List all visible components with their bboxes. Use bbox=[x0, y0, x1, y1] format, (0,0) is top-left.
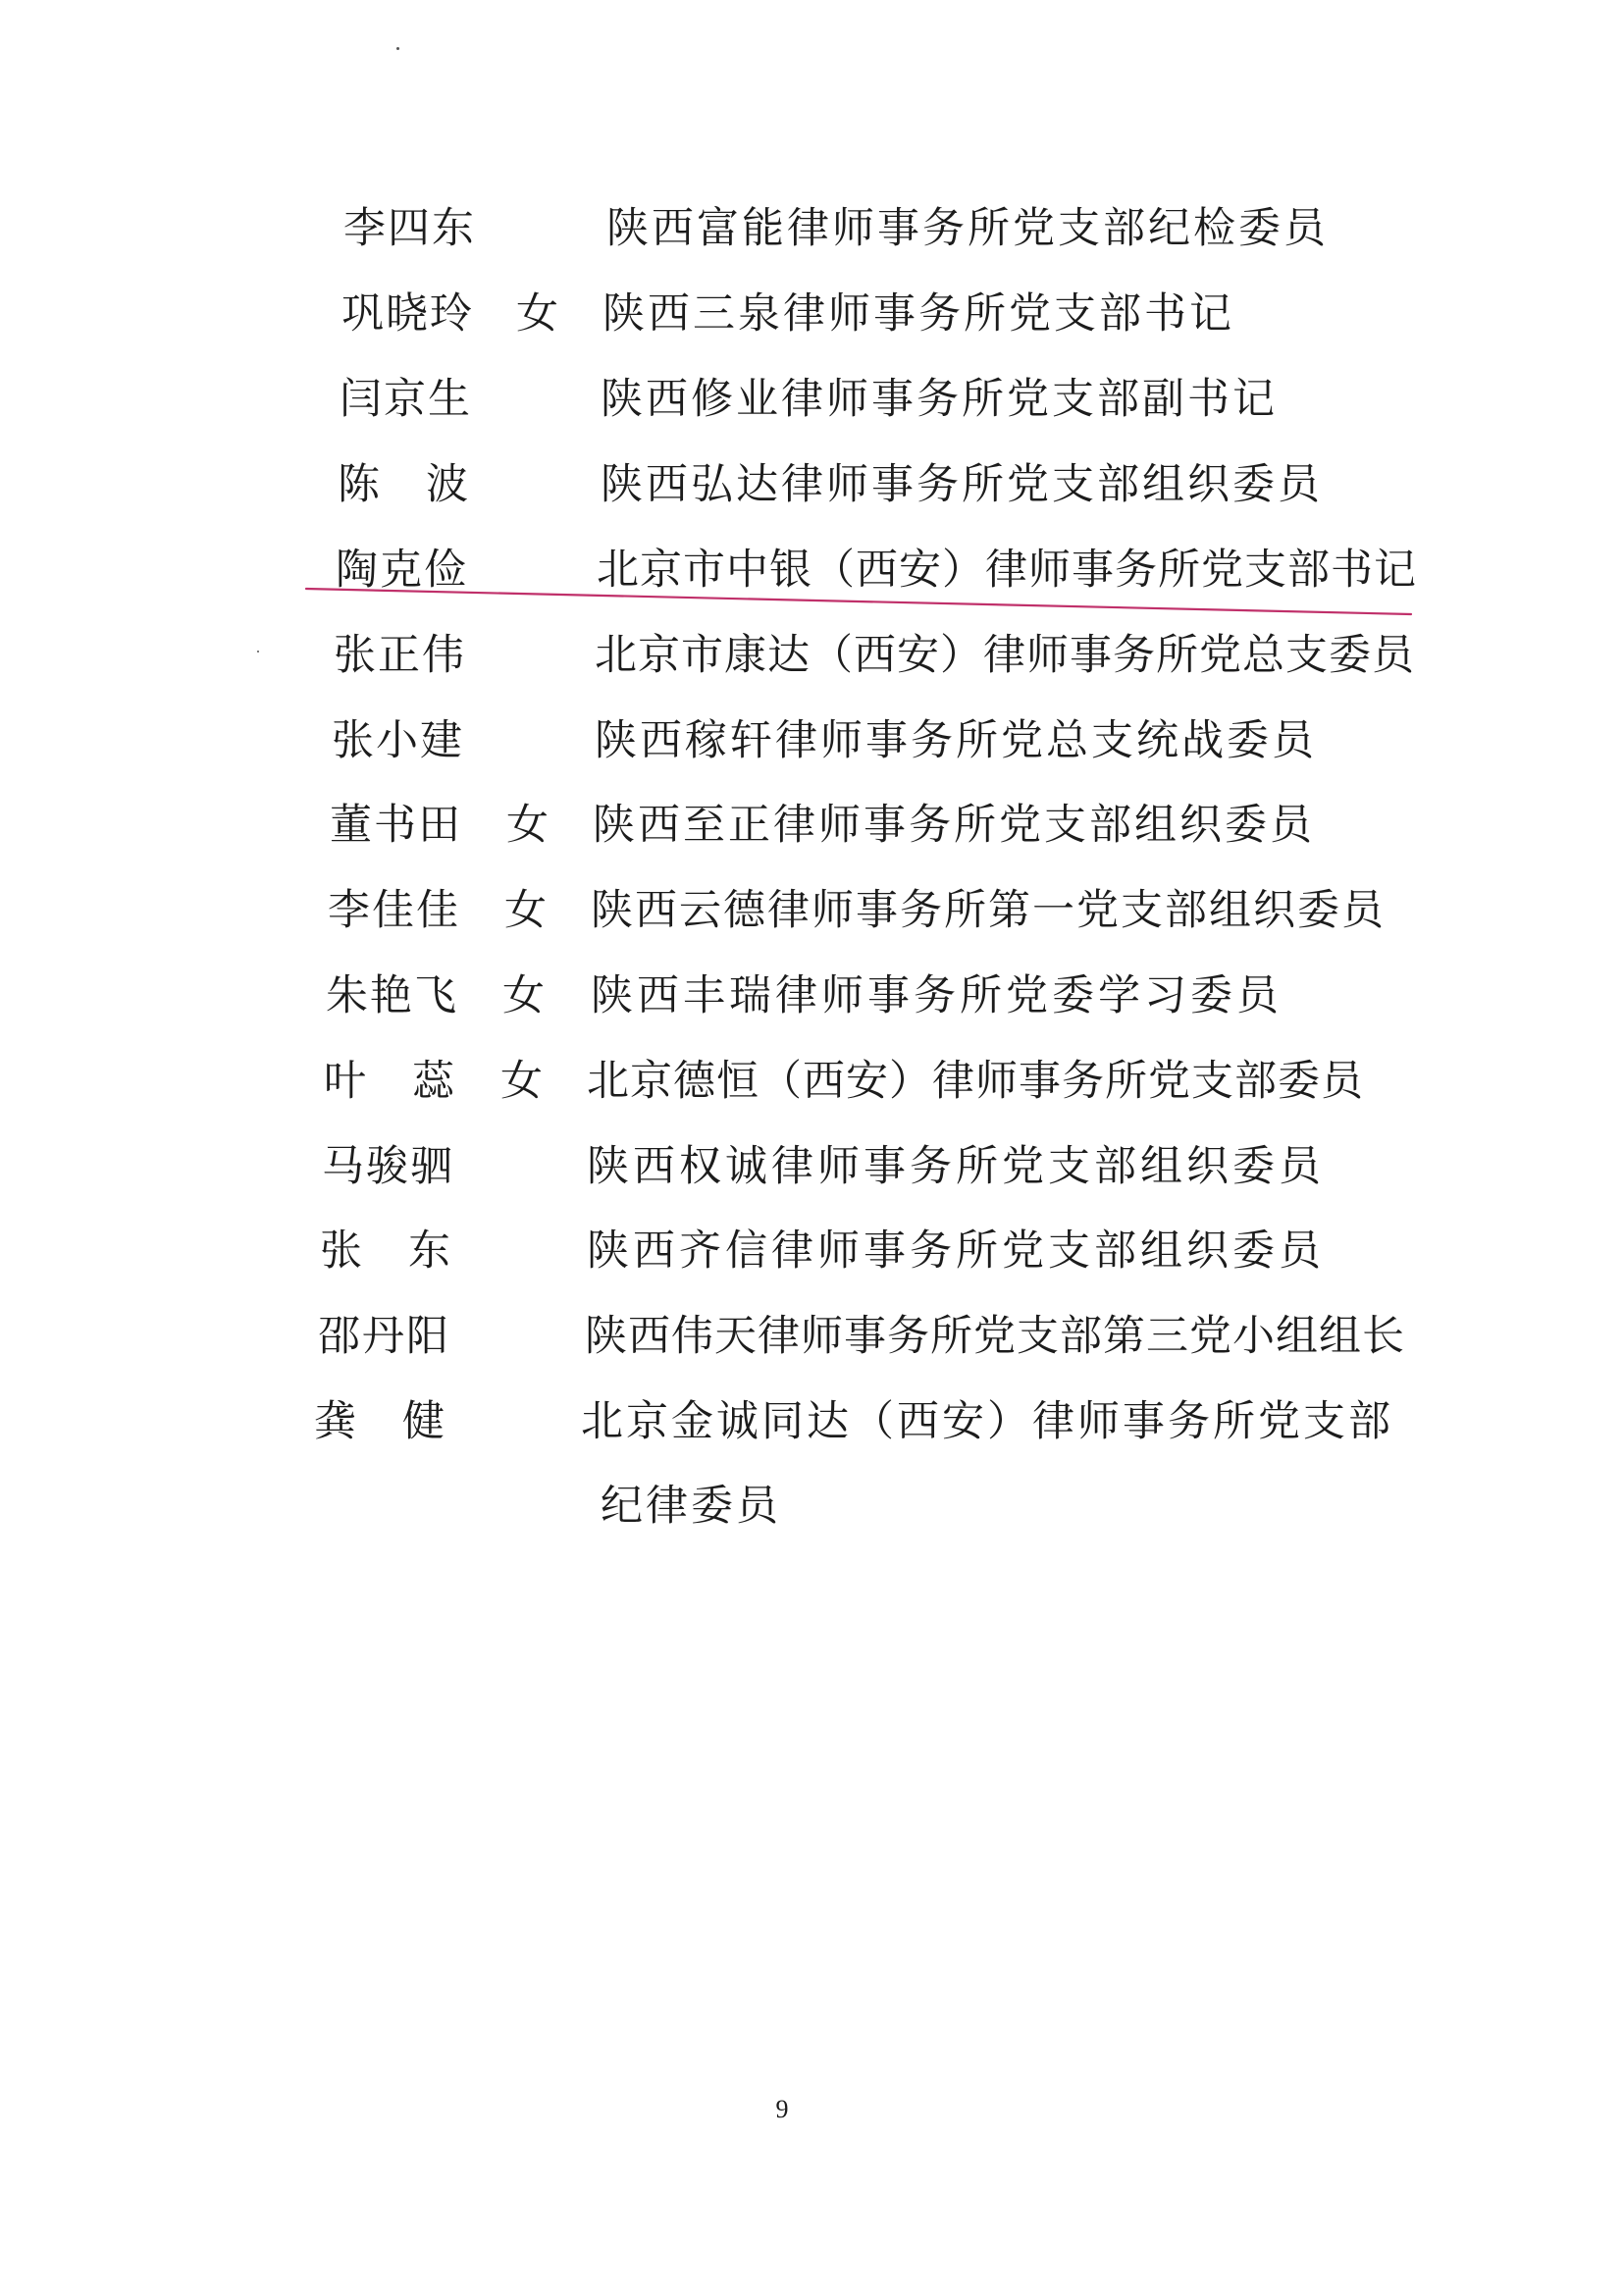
member-name: 马骏驷 bbox=[322, 1142, 454, 1191]
member-unit: 陕西齐信律师事务所党支部组织委员 bbox=[587, 1226, 1325, 1276]
member-unit: 北京市中银（西安）律师事务所党支部书记 bbox=[597, 546, 1417, 595]
member-gender: 女 bbox=[504, 886, 547, 935]
member-gender: 女 bbox=[502, 971, 545, 1020]
member-name: 朱艳飞 bbox=[326, 971, 458, 1020]
member-name: 陶克俭 bbox=[336, 546, 468, 595]
member-name: 邵丹阳 bbox=[318, 1312, 450, 1361]
member-name: 闫京生 bbox=[340, 375, 472, 424]
member-unit: 北京德恒（西安）律师事务所党支部委员 bbox=[587, 1057, 1364, 1106]
member-unit: 陕西三泉律师事务所党支部书记 bbox=[602, 289, 1234, 339]
member-name: 董书田 bbox=[330, 801, 462, 850]
member-name: 张小建 bbox=[332, 716, 464, 765]
member-unit: 陕西伟天律师事务所党支部第三党小组组长 bbox=[585, 1312, 1405, 1361]
member-gender: 女 bbox=[516, 289, 558, 339]
member-unit: 陕西权诚律师事务所党支部组织委员 bbox=[587, 1142, 1325, 1191]
member-gender: 女 bbox=[506, 801, 549, 850]
member-unit-continued: 纪律委员 bbox=[601, 1482, 781, 1531]
member-name: 张 东 bbox=[320, 1226, 452, 1276]
member-name: 李佳佳 bbox=[328, 886, 460, 935]
member-name: 巩晓玲 bbox=[341, 289, 474, 339]
member-unit: 陕西云德律师事务所第一党支部组织委员 bbox=[591, 886, 1386, 935]
underline-stroke bbox=[306, 589, 1411, 614]
member-name: 张正伟 bbox=[334, 631, 466, 680]
member-name: 李四东 bbox=[343, 204, 476, 253]
member-unit: 北京金诚同达（西安）律师事务所党支部 bbox=[581, 1397, 1393, 1446]
member-gender: 女 bbox=[500, 1057, 543, 1106]
member-name: 龚 健 bbox=[314, 1397, 446, 1446]
member-unit: 陕西富能律师事务所党支部纪检委员 bbox=[606, 204, 1329, 253]
member-unit: 陕西稼轩律师事务所党总支统战委员 bbox=[595, 716, 1317, 765]
member-name: 陈 波 bbox=[338, 460, 470, 509]
member-unit: 陕西至正律师事务所党支部组织委员 bbox=[593, 801, 1315, 850]
member-unit: 陕西丰瑞律师事务所党委学习委员 bbox=[591, 971, 1283, 1020]
member-unit: 陕西修业律师事务所党支部副书记 bbox=[601, 375, 1278, 424]
member-unit: 北京市康达（西安）律师事务所党总支委员 bbox=[595, 631, 1415, 680]
member-unit: 陕西弘达律师事务所党支部组织委员 bbox=[601, 460, 1323, 509]
member-name: 叶 蕊 bbox=[324, 1057, 456, 1106]
page-number: 9 bbox=[775, 2095, 789, 2123]
